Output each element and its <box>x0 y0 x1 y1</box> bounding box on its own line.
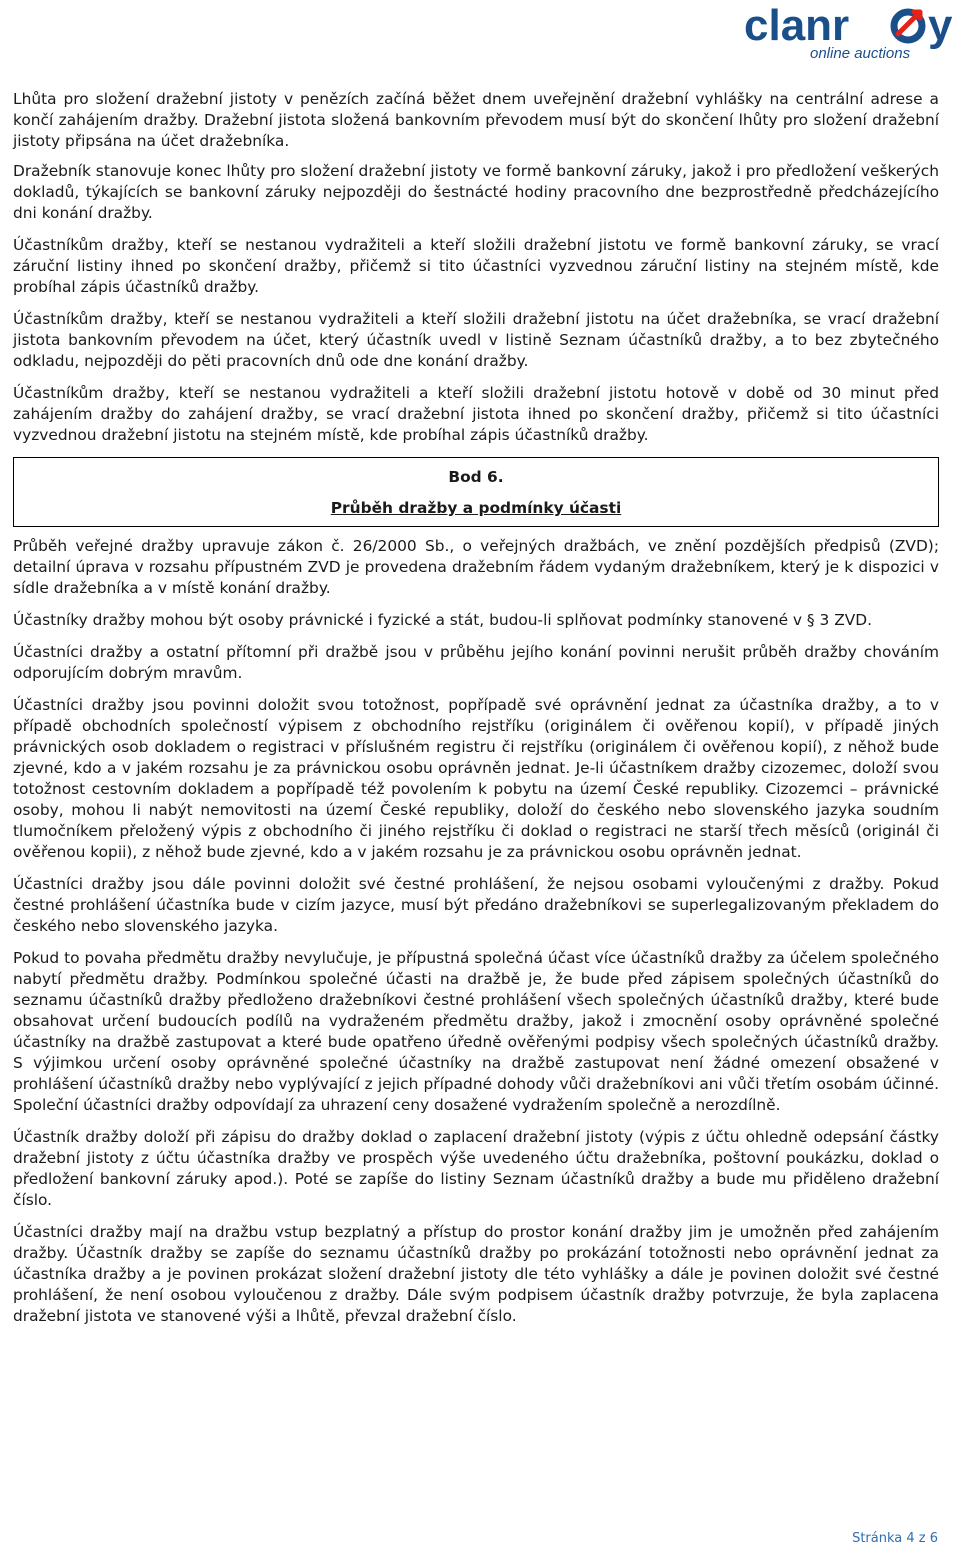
paragraph: Průběh veřejné dražby upravuje zákon č. 26/2000 Sb., o veřejných dražbách, ve znění pozdějších předpisů (ZVD); detailní úprava v rozsahu přípustném ZVD je provedena dražebním řádem vydaným dražebníkem, který je k dispozici v sídle dražebníka a v místě konání dražby. <box>13 537 939 597</box>
clanroy-logo <box>742 2 952 62</box>
paragraph: Účastníkům dražby, kteří se nestanou vydražiteli a kteří složili dražební jistotu ve formě bankovní záruky, se vrací záruční listiny ihned po skončení dražby, přičemž si tito účastníci vyzvednou záruční listiny na stejném místě, kde probíhal zápis účastníků dražby. <box>13 236 939 296</box>
section-number: Bod 6. <box>448 468 504 486</box>
paragraph: Účastníky dražby mohou být osoby právnické i fyzické a stát, budou-li splňovat podmínky stanovené v § 3 ZVD. <box>13 611 873 629</box>
paragraph: Účastník dražby doloží při zápisu do dražby doklad o zaplacení dražební jistoty (výpis z účtu ohledně odepsání částky dražební jistoty z účtu účastníka dražby ve prospěch výše uvedeného účtu dražebníka, poštovní poukázku, doklad o předložení bankovní záruky apod.). Poté se zapíše do listiny Seznam účastníků dražby a bude mu přiděleno dražební číslo. <box>13 1128 939 1209</box>
section-heading-box <box>13 457 939 527</box>
logo-mark <box>742 2 952 62</box>
section-title: Průběh dražby a podmínky účasti <box>330 499 622 517</box>
document-body <box>13 89 939 1338</box>
logo-text: clanr <box>744 2 850 50</box>
paragraph: Účastníkům dražby, kteří se nestanou vydražiteli a kteří složili dražební jistotu hotově v době od 30 minut před zahájením dražby do zahájení dražby, se vrací dražební jistota ihned po skončení dražby, přičemž si tito účastníci vyzvednou dražební jistotu na stejném místě, kde probíhal zápis účastníků dražby. <box>13 384 939 444</box>
paragraph: Účastníci dražby jsou povinni doložit svou totožnost, popřípadě své oprávnění jednat za účastníka dražby, a to v případě obchodních společností výpisem z obchodního rejstříku (originálem či ověřenou kopií), v případě jiných právnických osob dokladem o registraci v příslušném registru či rejstříku (originálem či ověřenou kopií), z něhož bude zjevné, kdo a v jakém rozsahu je za právnickou osobu oprávněn jednat. Je-li účastníkem dražby cizozemec, doloží svou totožnost cestovním dokladem a popřípadě též povolením k pobytu na území České republiky. Cizozemci – právnické osoby, mohou li nabýt nemovitosti na území České republiky, doloží do českého nebo slovenského jazyka soudním tlumočníkem přeložený výpis z obchodního či jiného rejstříku či doklad o registraci ne starší třech měsíců (originál či ověřenou kopii), z něhož bude zjevné, kdo a v jakém rozsahu je za právnickou osobu oprávněn jednat. <box>13 696 939 861</box>
paragraph: Lhůta pro složení dražební jistoty v penězích začíná běžet dnem uveřejnění dražební vyhlášky na centrální adrese a končí zahájením dražby. Dražební jistota složená bankovním převodem musí být do skončení lhůty pro složení dražební jistoty připsána na účet dražebníka. <box>13 90 939 150</box>
logo-subtitle: online auctions <box>810 45 911 62</box>
paragraph: Účastníci dražby jsou dále povinni doložit své čestné prohlášení, že nejsou osobami vyloučenými z dražby. Pokud čestné prohlášení účastníka bude v cizím jazyce, musí být předáno dražebníkovi se superlegalizovaným překladem do českého nebo slovenského jazyka. <box>13 875 939 935</box>
page-number: Stránka 4 z 6 <box>852 1531 938 1546</box>
paragraph: Účastníci dražby mají na dražbu vstup bezplatný a přístup do prostor konání dražby jim je umožněn před zahájením dražby. Účastník dražby se zapíše do seznamu účastníků dražby po prokázání totožnosti nebo oprávnění jednat za účastníka dražby a je povinen prokázat složení dražební jistoty dle této vyhlášky a dále je povinen doložit své čestné prohlášení, že není osobou vyloučenou z dražby. Dále svým podpisem účastník dražby potvrzuje, že byla zaplacena dražební jistota ve stanovené výši a lhůtě, převzal dražební číslo. <box>13 1223 939 1325</box>
paragraph: Pokud to povaha předmětu dražby nevylučuje, je přípustná společná účast více účastníků dražby za účelem společného nabytí předmětu dražby. Podmínkou společné účasti na dražbě je, že bude před zápisem společných účastníků do seznamu účastníků dražby předloženo dražebníkovi čestné prohlášení všech společných účastníků dražby, které bude obsahovat určení budoucích podílů na vydraženém předmětu dražby, jakož i zmocnění osoby oprávněné společné účastníky na dražbě zastupovat a které bude opatřeno úředně ověřenými podpisy všech společných účastníků dražby. S výjimkou určení osoby oprávněné společné účastníky na dražbě zastupovat není žádné omezení obsažené v prohlášení účastníků dražby nebo vyplývající z jejich případné dohody vůči dražebníkovi ani vůči třetím osobám účinné. Společní účastníci dražby odpovídají za uhrazení ceny dosažené vydražením společně a nerozdílně. <box>13 949 939 1114</box>
paragraph: Účastníci dražby a ostatní přítomní při dražbě jsou v průběhu jejího konání povinni nerušit průběh dražby chováním odporujícím dobrým mravům. <box>13 643 939 682</box>
paragraph: Dražebník stanovuje konec lhůty pro složení dražební jistoty ve formě bankovní záruky, jakož i pro předložení veškerých dokladů, týkajících se bankovní záruky nejpozději do šestnácté hodiny pracovního dne bezprostředně předcházejícího dni konání dražby. <box>13 162 939 222</box>
logo-o-icon <box>894 12 922 40</box>
paragraph: Účastníkům dražby, kteří se nestanou vydražiteli a kteří složili dražební jistotu na účet dražebníka, se vrací dražební jistota bankovním převodem na účet, který účastník uvedl v listině Seznam účastníků dražby, a to bez zbytečného odkladu, nejpozději do pěti pracovních dnů ode dne konání dražby. <box>13 310 939 370</box>
svg-text:y: y <box>928 2 952 50</box>
